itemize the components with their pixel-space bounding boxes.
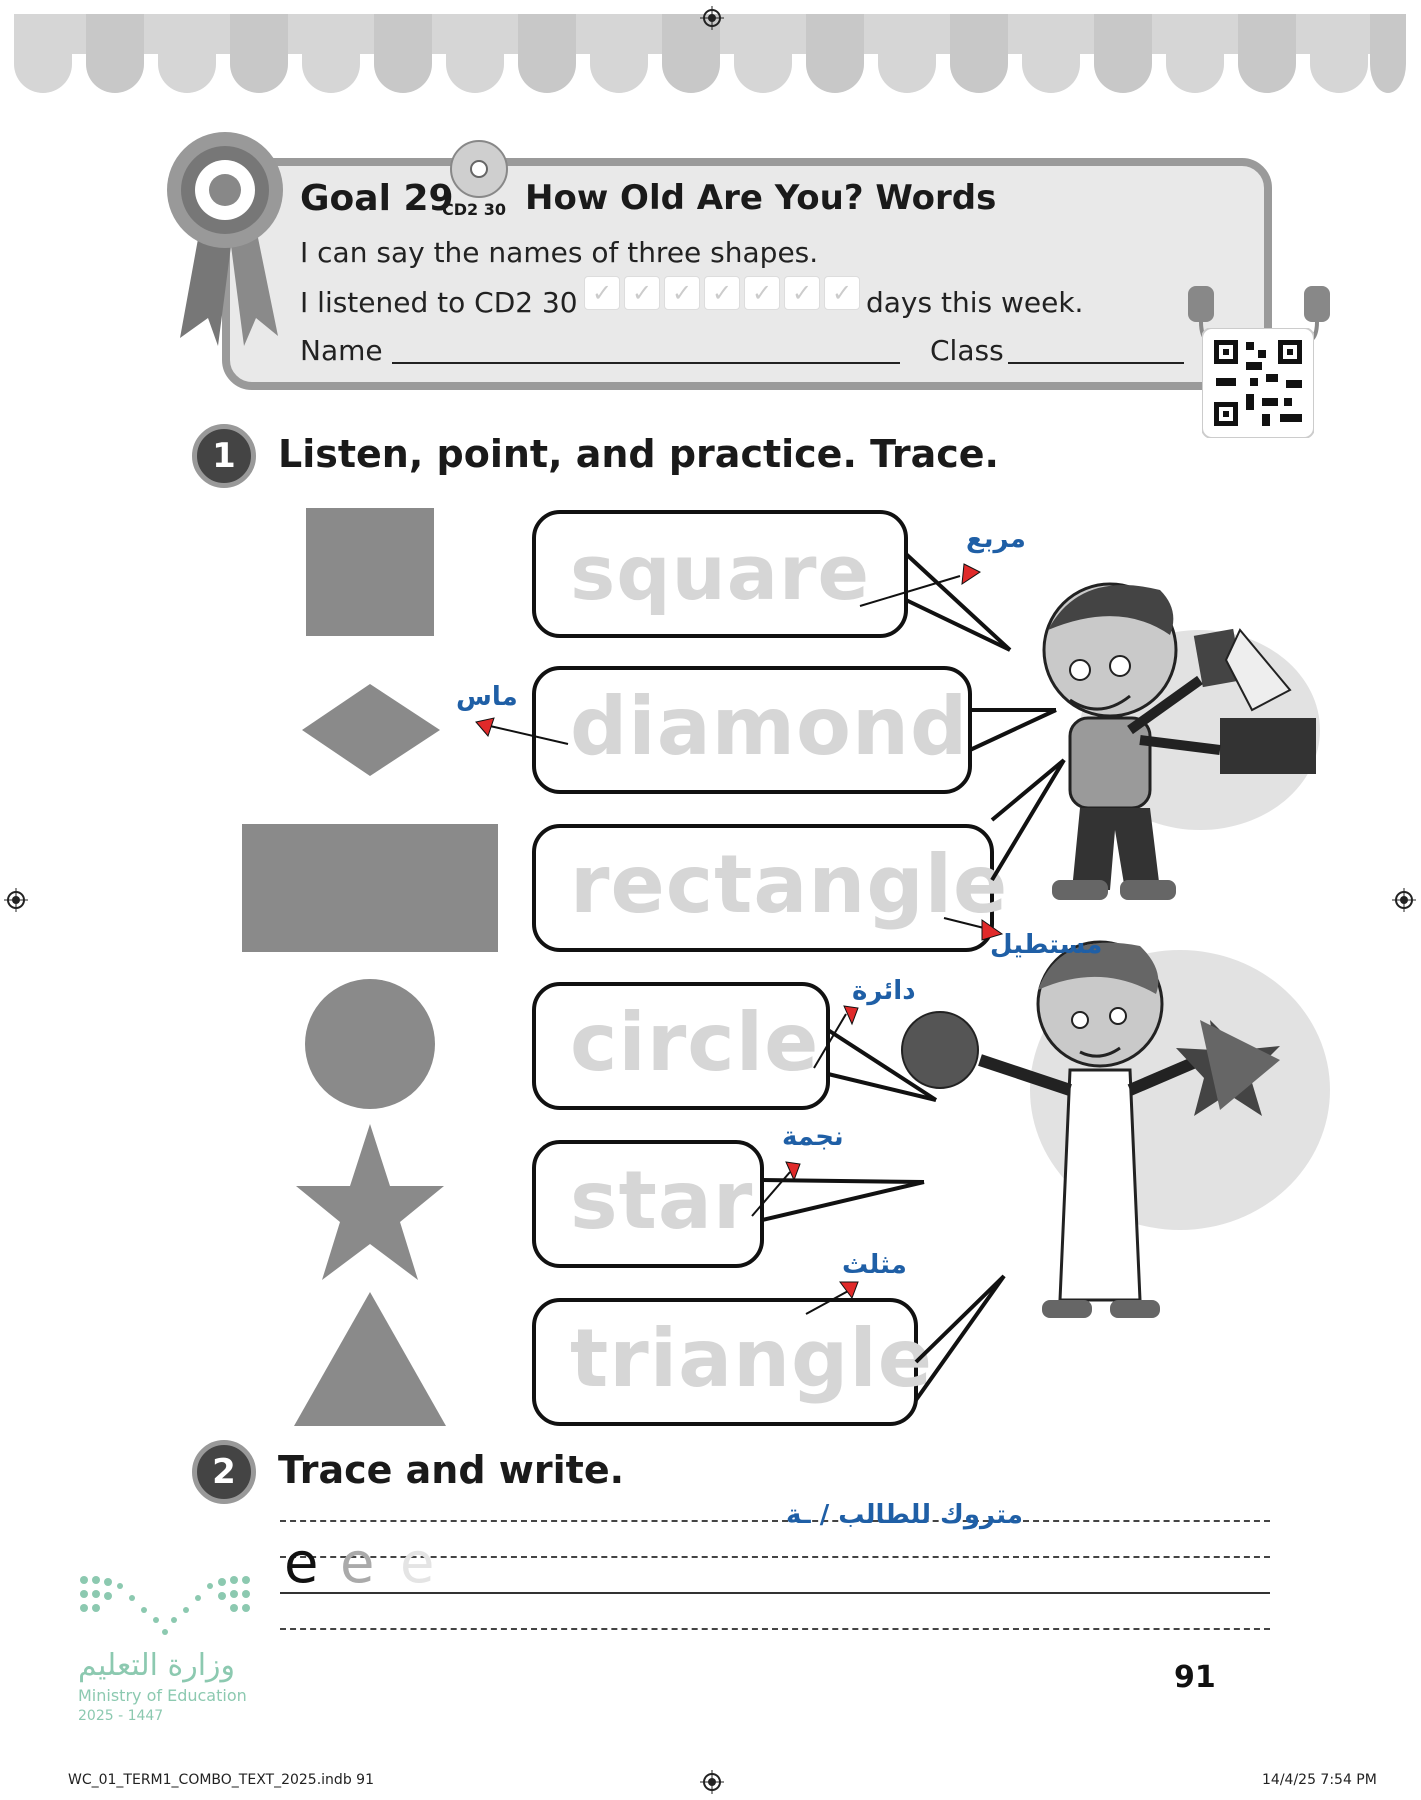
ministry-english-name: Ministry of Education xyxy=(78,1686,247,1705)
trace-letter[interactable]: e xyxy=(340,1531,375,1596)
listened-suffix: days this week. xyxy=(866,286,1084,319)
star-trace-word[interactable]: star xyxy=(570,1154,754,1247)
arabic-label-square: مربع xyxy=(966,524,1026,554)
listened-prefix: I listened to CD2 30 xyxy=(300,286,578,319)
triangle-trace-word[interactable]: triangle xyxy=(570,1312,933,1405)
class-label: Class xyxy=(930,334,1004,367)
rectangle-trace-word[interactable]: rectangle xyxy=(570,838,1009,931)
ministry-logo-icon xyxy=(78,1572,252,1642)
arabic-label-triangle: مثلث xyxy=(842,1250,907,1280)
bubble-tails-and-arrows xyxy=(0,500,1421,1440)
registration-mark-top xyxy=(700,6,724,30)
registration-mark-bottom xyxy=(700,1770,724,1794)
arabic-label-diamond: ماس xyxy=(456,682,518,712)
model-letter: e xyxy=(284,1531,319,1596)
day-checkbox[interactable]: ✓ xyxy=(664,276,700,310)
day-checkbox[interactable]: ✓ xyxy=(824,276,860,310)
page-number: 91 xyxy=(1174,1660,1216,1695)
writing-line-bottom xyxy=(280,1628,1270,1630)
ministry-arabic-name: وزارة التعليم xyxy=(78,1648,236,1683)
day-checkbox[interactable]: ✓ xyxy=(744,276,780,310)
day-checkbox[interactable]: ✓ xyxy=(624,276,660,310)
name-field[interactable] xyxy=(392,362,900,364)
exercise-2-instruction: Trace and write. xyxy=(278,1448,625,1492)
rosette-badge-icon xyxy=(160,128,290,348)
ministry-year: 2025 - 1447 xyxy=(78,1708,164,1724)
circle-trace-word[interactable]: circle xyxy=(570,996,820,1089)
exercise-1-badge: 1 xyxy=(192,424,256,488)
footer-date: 14/4/25 7:54 PM xyxy=(1262,1772,1377,1788)
day-checkbox[interactable]: ✓ xyxy=(704,276,740,310)
goal-number: Goal 29 xyxy=(300,178,454,219)
exercise-2-badge: 2 xyxy=(192,1440,256,1504)
arabic-label-circle: دائرة xyxy=(852,976,916,1006)
day-checkbox[interactable]: ✓ xyxy=(784,276,820,310)
footer-file-name: WC_01_TERM1_COMBO_TEXT_2025.indb 91 xyxy=(68,1772,374,1788)
writing-line-top xyxy=(280,1520,1270,1522)
class-field[interactable] xyxy=(1008,362,1184,364)
goal-title: How Old Are You? Words xyxy=(525,178,997,218)
cd-icon xyxy=(448,138,510,200)
student-note: متروك للطالب / ـة xyxy=(786,1500,1023,1530)
exercise-1-instruction: Listen, point, and practice. Trace. xyxy=(278,432,999,476)
arabic-label-star: نجمة xyxy=(782,1122,844,1152)
can-say-statement: I can say the names of three shapes. xyxy=(300,236,819,269)
name-label: Name xyxy=(300,334,383,367)
day-checkbox[interactable]: ✓ xyxy=(584,276,620,310)
arabic-label-rectangle: مستطيل xyxy=(990,930,1103,960)
faint-trace-letter[interactable]: e xyxy=(400,1531,435,1596)
qr-code-icon[interactable] xyxy=(1202,328,1314,438)
diamond-trace-word[interactable]: diamond xyxy=(570,680,969,773)
cd-track-label: CD2 30 xyxy=(442,200,506,219)
square-trace-word[interactable]: square xyxy=(570,528,871,617)
listening-checkboxes xyxy=(584,276,860,310)
